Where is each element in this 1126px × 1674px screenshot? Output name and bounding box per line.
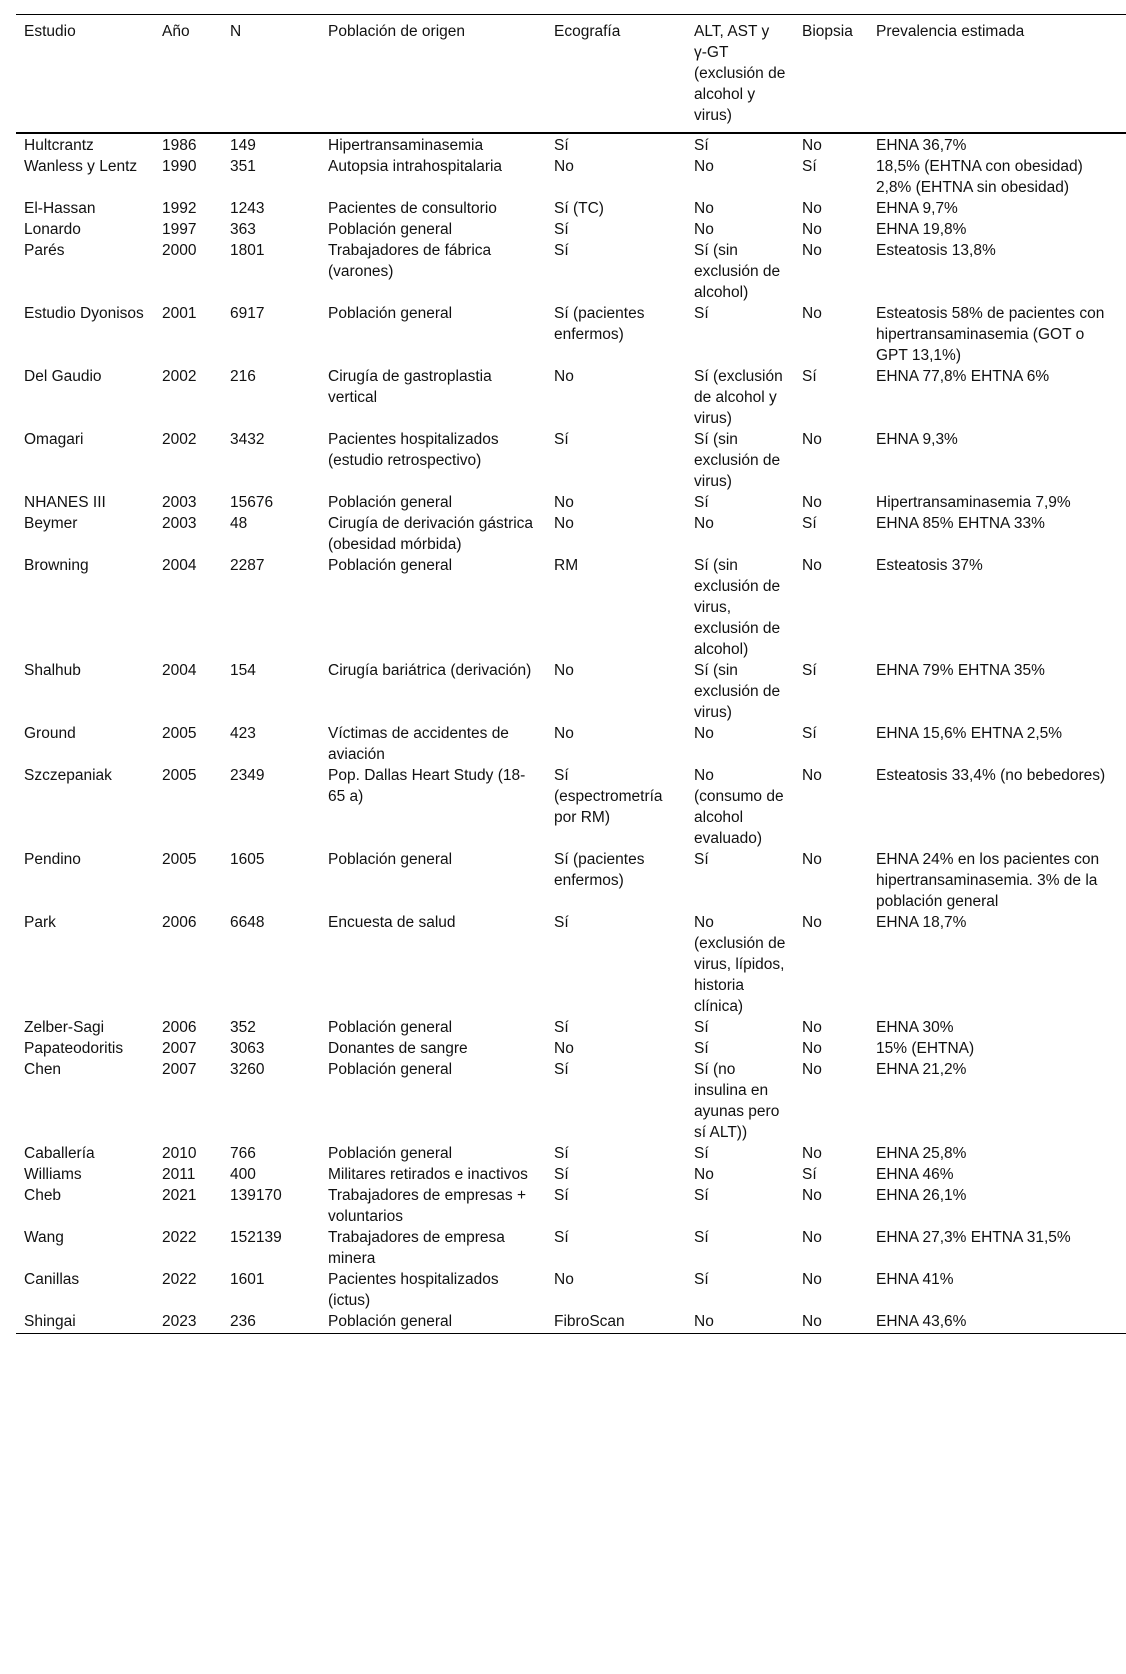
column-header-alt-ast: ALT, AST y γ-GT (exclusión de alcohol y virus): [694, 23, 786, 124]
cell-ano: 2005: [162, 851, 197, 868]
cell-biopsia: No: [802, 1229, 822, 1246]
cell-ecografia: Sí (espectrometría por RM): [554, 767, 663, 826]
cell-ano: 2002: [162, 368, 197, 385]
cell-ecografia: Sí: [554, 1019, 569, 1036]
cell-poblacion: Cirugía de derivación gástrica (obesidad mórbida): [328, 515, 534, 553]
column-header-biopsia: Biopsia: [802, 23, 853, 40]
cell-estudio: Wanless y Lentz: [24, 158, 138, 175]
column-header-prevalencia: Prevalencia estimada: [876, 23, 1025, 40]
cell-ecografia: No: [554, 1271, 574, 1288]
cell-n: 1601: [230, 1271, 265, 1288]
cell-ano: 2003: [162, 494, 197, 511]
table-row: [16, 723, 1126, 765]
table-row: [16, 198, 1126, 219]
cell-alt-ast: No (consumo de alcohol evaluado): [694, 767, 784, 847]
cell-ano: 2004: [162, 557, 197, 574]
cell-ano: 2022: [162, 1271, 197, 1288]
table-row: [16, 156, 1126, 198]
column-header-ecografia: Ecografía: [554, 23, 621, 40]
cell-alt-ast: No: [694, 725, 714, 742]
cell-estudio: Williams: [24, 1166, 82, 1183]
table-row: [16, 660, 1126, 723]
column-header-poblacion: Población de origen: [328, 23, 466, 40]
cell-n: 154: [230, 662, 256, 679]
cell-poblacion: Población general: [328, 1019, 453, 1036]
cell-estudio: Ground: [24, 725, 76, 742]
cell-ecografia: Sí: [554, 1145, 569, 1162]
cell-biopsia: No: [802, 1187, 822, 1204]
cell-ecografia: Sí: [554, 137, 569, 154]
cell-prevalencia: Hipertransaminasemia 7,9%: [876, 494, 1071, 511]
cell-alt-ast: Sí: [694, 1040, 709, 1057]
cell-alt-ast: Sí (no insulina en ayunas pero sí ALT)): [694, 1061, 780, 1141]
cell-ecografia: No: [554, 158, 574, 175]
cell-poblacion: Víctimas de accidentes de aviación: [328, 725, 509, 763]
cell-alt-ast: No: [694, 221, 714, 238]
cell-ano: 2000: [162, 242, 197, 259]
cell-biopsia: No: [802, 305, 822, 322]
cell-n: 48: [230, 515, 248, 532]
cell-prevalencia: EHNA 24% en los pacientes con hipertransaminasemia. 3% de la población general: [876, 851, 1100, 910]
cell-prevalencia: EHNA 25,8%: [876, 1145, 967, 1162]
cell-prevalencia: EHNA 77,8% EHTNA 6%: [876, 368, 1050, 385]
table-row: [16, 1017, 1126, 1038]
cell-ano: 2021: [162, 1187, 197, 1204]
table-row: [16, 1227, 1126, 1269]
cell-n: 3063: [230, 1040, 265, 1057]
cell-biopsia: No: [802, 137, 822, 154]
header-row: [16, 15, 1126, 134]
cell-biopsia: No: [802, 200, 822, 217]
cell-n: 3260: [230, 1061, 265, 1078]
cell-n: 15676: [230, 494, 274, 511]
cell-alt-ast: Sí: [694, 1271, 709, 1288]
cell-poblacion: Población general: [328, 1145, 453, 1162]
cell-estudio: Shingai: [24, 1313, 76, 1330]
cell-ano: 2006: [162, 1019, 197, 1036]
cell-ecografia: No: [554, 368, 574, 385]
cell-estudio: Zelber-Sagi: [24, 1019, 105, 1036]
table-row: [16, 219, 1126, 240]
cell-biopsia: Sí: [802, 158, 817, 175]
table-row: [16, 240, 1126, 303]
cell-prevalencia: EHNA 85% EHTNA 33%: [876, 515, 1045, 532]
cell-alt-ast: Sí (sin exclusión de virus): [694, 662, 781, 721]
cell-biopsia: No: [802, 1271, 822, 1288]
cell-estudio: Cheb: [24, 1187, 62, 1204]
cell-n: 766: [230, 1145, 256, 1162]
cell-estudio: Estudio Dyonisos: [24, 305, 144, 322]
cell-ecografia: No: [554, 494, 574, 511]
cell-poblacion: Trabajadores de empresa minera: [328, 1229, 505, 1267]
cell-poblacion: Militares retirados e inactivos: [328, 1166, 528, 1183]
table-row: [16, 1269, 1126, 1311]
table-row: [16, 849, 1126, 912]
cell-alt-ast: Sí: [694, 1019, 709, 1036]
cell-estudio: Lonardo: [24, 221, 81, 238]
cell-prevalencia: Esteatosis 37%: [876, 557, 983, 574]
cell-ano: 2004: [162, 662, 197, 679]
cell-prevalencia: Esteatosis 58% de pacientes con hipertransaminasemia (GOT o GPT 13,1%): [876, 305, 1105, 364]
table-row: [16, 1059, 1126, 1143]
cell-n: 400: [230, 1166, 256, 1183]
cell-biopsia: No: [802, 1019, 822, 1036]
cell-estudio: Beymer: [24, 515, 78, 532]
cell-ano: 1990: [162, 158, 197, 175]
cell-biopsia: Sí: [802, 515, 817, 532]
cell-poblacion: Población general: [328, 557, 453, 574]
cell-estudio: Browning: [24, 557, 89, 574]
cell-ano: 2023: [162, 1313, 197, 1330]
table-row: [16, 1311, 1126, 1334]
cell-n: 152139: [230, 1229, 282, 1246]
cell-ano: 2006: [162, 914, 197, 931]
cell-poblacion: Trabajadores de empresas + voluntarios: [328, 1187, 527, 1225]
cell-prevalencia: 18,5% (EHTNA con obesidad) 2,8% (EHTNA sin obesidad): [876, 158, 1083, 196]
cell-prevalencia: EHNA 21,2%: [876, 1061, 967, 1078]
cell-biopsia: No: [802, 242, 822, 259]
cell-poblacion: Encuesta de salud: [328, 914, 456, 931]
cell-alt-ast: Sí: [694, 305, 709, 322]
table-row: [16, 1185, 1126, 1227]
cell-biopsia: Sí: [802, 725, 817, 742]
cell-alt-ast: Sí: [694, 137, 709, 154]
cell-ecografia: Sí: [554, 914, 569, 931]
cell-estudio: Hultcrantz: [24, 137, 94, 154]
cell-estudio: Wang: [24, 1229, 64, 1246]
cell-n: 6917: [230, 305, 265, 322]
cell-ano: 2007: [162, 1061, 197, 1078]
cell-estudio: Shalhub: [24, 662, 81, 679]
cell-alt-ast: No: [694, 1313, 714, 1330]
cell-estudio: Pendino: [24, 851, 81, 868]
cell-ecografia: Sí: [554, 1061, 569, 1078]
cell-n: 6648: [230, 914, 265, 931]
cell-alt-ast: No: [694, 1166, 714, 1183]
cell-n: 2287: [230, 557, 265, 574]
cell-ano: 2002: [162, 431, 197, 448]
cell-biopsia: No: [802, 431, 822, 448]
cell-ecografia: RM: [554, 557, 579, 574]
cell-ecografia: Sí: [554, 431, 569, 448]
cell-prevalencia: EHNA 41%: [876, 1271, 954, 1288]
cell-n: 3432: [230, 431, 265, 448]
cell-ecografia: Sí (pacientes enfermos): [554, 305, 645, 343]
cell-poblacion: Pop. Dallas Heart Study (18-65 a): [328, 767, 526, 805]
cell-estudio: Del Gaudio: [24, 368, 102, 385]
cell-ecografia: No: [554, 515, 574, 532]
cell-alt-ast: No: [694, 515, 714, 532]
cell-estudio: Parés: [24, 242, 65, 259]
cell-estudio: Omagari: [24, 431, 84, 448]
cell-ecografia: No: [554, 662, 574, 679]
cell-estudio: Szczepaniak: [24, 767, 112, 784]
cell-estudio: Canillas: [24, 1271, 80, 1288]
cell-estudio: Chen: [24, 1061, 62, 1078]
cell-poblacion: Hipertransaminasemia: [328, 137, 484, 154]
cell-prevalencia: EHNA 19,8%: [876, 221, 967, 238]
cell-poblacion: Cirugía de gastroplastia vertical: [328, 368, 492, 406]
cell-ecografia: No: [554, 1040, 574, 1057]
cell-poblacion: Donantes de sangre: [328, 1040, 468, 1057]
cell-poblacion: Población general: [328, 305, 453, 322]
cell-n: 351: [230, 158, 256, 175]
cell-ano: 2005: [162, 725, 197, 742]
cell-poblacion: Población general: [328, 851, 453, 868]
column-header-ano: Año: [162, 23, 190, 40]
column-header-n: N: [230, 23, 242, 40]
cell-n: 423: [230, 725, 256, 742]
cell-ano: 1997: [162, 221, 197, 238]
cell-n: 1801: [230, 242, 265, 259]
cell-prevalencia: EHNA 27,3% EHTNA 31,5%: [876, 1229, 1071, 1246]
table-row: [16, 912, 1126, 1017]
cell-poblacion: Trabajadores de fábrica (varones): [328, 242, 492, 280]
cell-poblacion: Población general: [328, 494, 453, 511]
cell-ano: 1992: [162, 200, 197, 217]
cell-poblacion: Población general: [328, 1313, 453, 1330]
cell-biopsia: No: [802, 557, 822, 574]
cell-estudio: Papateodoritis: [24, 1040, 124, 1057]
cell-prevalencia: EHNA 15,6% EHTNA 2,5%: [876, 725, 1063, 742]
cell-prevalencia: EHNA 9,7%: [876, 200, 958, 217]
cell-biopsia: No: [802, 851, 822, 868]
cell-estudio: Caballería: [24, 1145, 95, 1162]
cell-ano: 2001: [162, 305, 197, 322]
cell-poblacion: Población general: [328, 1061, 453, 1078]
cell-prevalencia: EHNA 79% EHTNA 35%: [876, 662, 1045, 679]
cell-biopsia: No: [802, 494, 822, 511]
cell-n: 2349: [230, 767, 265, 784]
cell-n: 216: [230, 368, 256, 385]
table-row: [16, 1143, 1126, 1164]
cell-ecografia: Sí: [554, 221, 569, 238]
cell-n: 139170: [230, 1187, 282, 1204]
cell-poblacion: Autopsia intrahospitalaria: [328, 158, 503, 175]
cell-alt-ast: Sí: [694, 1229, 709, 1246]
cell-prevalencia: EHNA 30%: [876, 1019, 954, 1036]
table-row: [16, 303, 1126, 366]
cell-ano: 2007: [162, 1040, 197, 1057]
table-body: [16, 133, 1126, 1334]
cell-biopsia: Sí: [802, 662, 817, 679]
cell-n: 149: [230, 137, 256, 154]
cell-ecografia: No: [554, 725, 574, 742]
cell-alt-ast: Sí: [694, 1187, 709, 1204]
table-row: [16, 133, 1126, 156]
cell-biopsia: No: [802, 1145, 822, 1162]
cell-alt-ast: Sí: [694, 494, 709, 511]
cell-ano: 2010: [162, 1145, 197, 1162]
cell-poblacion: Cirugía bariátrica (derivación): [328, 662, 532, 679]
table-row: [16, 366, 1126, 429]
table-row: [16, 1038, 1126, 1059]
cell-ano: 1986: [162, 137, 197, 154]
cell-prevalencia: Esteatosis 13,8%: [876, 242, 996, 259]
cell-prevalencia: EHNA 18,7%: [876, 914, 967, 931]
cell-alt-ast: No: [694, 200, 714, 217]
table-row: [16, 492, 1126, 513]
cell-prevalencia: 15% (EHTNA): [876, 1040, 975, 1057]
cell-prevalencia: EHNA 26,1%: [876, 1187, 967, 1204]
cell-poblacion: Pacientes hospitalizados (estudio retrospectivo): [328, 431, 499, 469]
cell-ecografia: Sí: [554, 1229, 569, 1246]
cell-ano: 2022: [162, 1229, 197, 1246]
cell-biopsia: No: [802, 1313, 822, 1330]
cell-prevalencia: EHNA 43,6%: [876, 1313, 967, 1330]
cell-alt-ast: No (exclusión de virus, lípidos, historia clínica): [694, 914, 786, 1015]
cell-ecografia: Sí (pacientes enfermos): [554, 851, 645, 889]
cell-alt-ast: No: [694, 158, 714, 175]
table-row: [16, 513, 1126, 555]
cell-prevalencia: EHNA 36,7%: [876, 137, 967, 154]
column-header-estudio: Estudio: [24, 23, 76, 40]
cell-prevalencia: EHNA 46%: [876, 1166, 954, 1183]
cell-estudio: El-Hassan: [24, 200, 96, 217]
cell-ecografia: Sí (TC): [554, 200, 604, 217]
cell-prevalencia: EHNA 9,3%: [876, 431, 958, 448]
table-row: [16, 429, 1126, 492]
cell-estudio: NHANES III: [24, 494, 106, 511]
cell-ano: 2005: [162, 767, 197, 784]
cell-biopsia: Sí: [802, 1166, 817, 1183]
cell-n: 352: [230, 1019, 256, 1036]
cell-estudio: Park: [24, 914, 56, 931]
table-row: [16, 555, 1126, 660]
cell-n: 363: [230, 221, 256, 238]
cell-ecografia: Sí: [554, 1166, 569, 1183]
prevalence-table: [16, 14, 1126, 1334]
cell-n: 1243: [230, 200, 265, 217]
cell-n: 1605: [230, 851, 265, 868]
cell-alt-ast: Sí: [694, 851, 709, 868]
cell-alt-ast: Sí: [694, 1145, 709, 1162]
cell-biopsia: Sí: [802, 368, 817, 385]
cell-biopsia: No: [802, 914, 822, 931]
cell-biopsia: No: [802, 767, 822, 784]
table-row: [16, 765, 1126, 849]
cell-prevalencia: Esteatosis 33,4% (no bebedores): [876, 767, 1106, 784]
cell-n: 236: [230, 1313, 256, 1330]
cell-alt-ast: Sí (exclusión de alcohol y virus): [694, 368, 783, 427]
cell-ecografia: Sí: [554, 242, 569, 259]
cell-ecografia: FibroScan: [554, 1313, 625, 1330]
cell-biopsia: No: [802, 1061, 822, 1078]
table-row: [16, 1164, 1126, 1185]
cell-alt-ast: Sí (sin exclusión de alcohol): [694, 242, 781, 301]
cell-biopsia: No: [802, 1040, 822, 1057]
cell-ecografia: Sí: [554, 1187, 569, 1204]
cell-poblacion: Pacientes de consultorio: [328, 200, 497, 217]
cell-poblacion: Población general: [328, 221, 453, 238]
table-header: [16, 15, 1126, 134]
cell-alt-ast: Sí (sin exclusión de virus): [694, 431, 781, 490]
cell-alt-ast: Sí (sin exclusión de virus, exclusión de alcohol): [694, 557, 781, 658]
cell-poblacion: Pacientes hospitalizados (ictus): [328, 1271, 499, 1309]
cell-biopsia: No: [802, 221, 822, 238]
cell-ano: 2011: [162, 1166, 196, 1183]
cell-ano: 2003: [162, 515, 197, 532]
